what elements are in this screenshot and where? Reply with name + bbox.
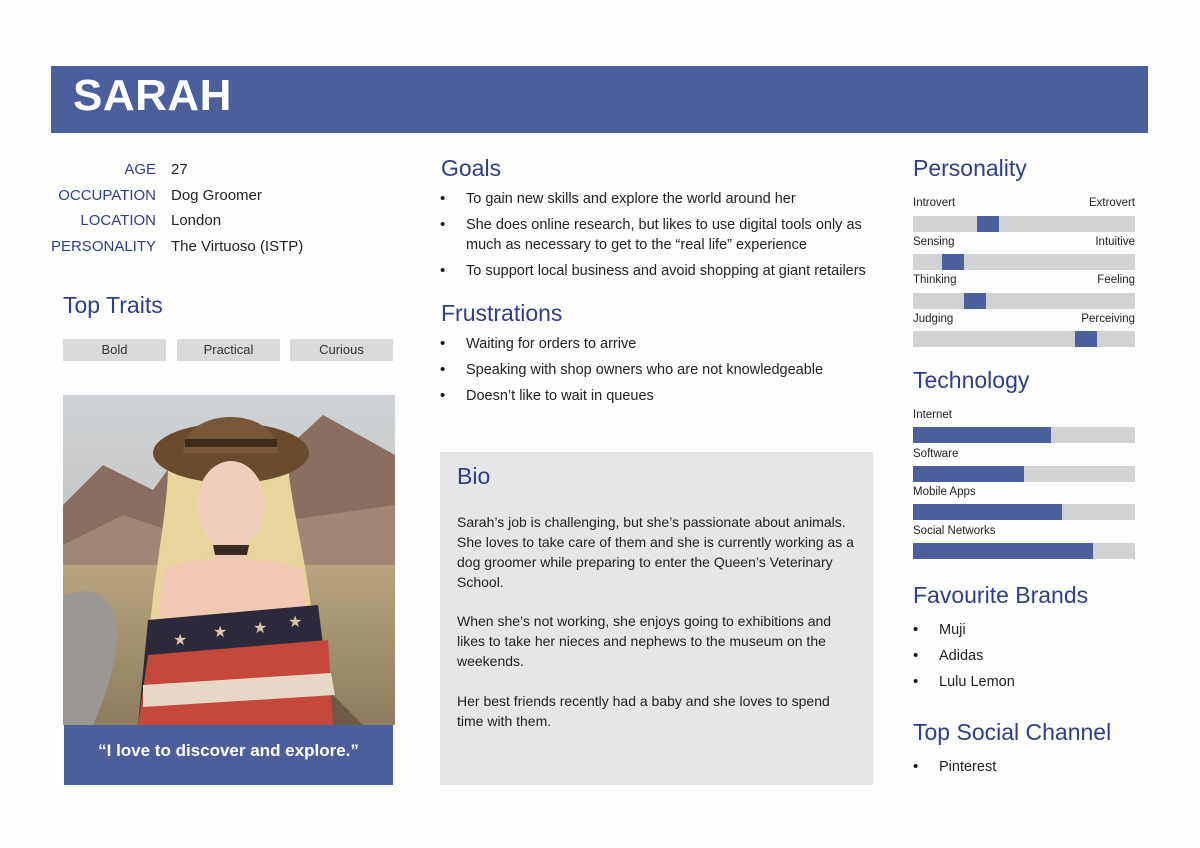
info-value: 27 — [171, 161, 188, 178]
frustrations-list — [440, 334, 870, 406]
info-label: PERSONALITY — [50, 238, 156, 255]
tech-label: Social Networks — [913, 525, 996, 537]
personality-scale-track — [913, 254, 1135, 270]
goals-title: Goals — [441, 155, 502, 181]
scale-right-label: Extrovert — [1088, 197, 1135, 209]
brand-item: • Adidas — [913, 646, 1143, 666]
persona-photo — [63, 395, 395, 725]
personality-scale-marker — [1075, 331, 1097, 347]
brands-list — [913, 620, 1143, 692]
goal-item: • To gain new skills and explore the world around her — [440, 189, 870, 209]
personality-scale-marker — [964, 293, 986, 309]
bio-paragraph: Sarah’s job is challenging, but she’s passionate about animals. She loves to take care of them and she is currently working as a dog groomer while preparing to enter the Queen’s Veterinary School. — [457, 514, 854, 590]
brand-item: • Muji — [913, 620, 1143, 640]
personality-title: Personality — [913, 155, 1027, 181]
frustration-item: • Speaking with shop owners who are not knowledgeable — [440, 360, 870, 380]
technology-title: Technology — [913, 367, 1030, 393]
info-row-age — [50, 159, 410, 181]
social-channel-list — [913, 757, 1143, 777]
info-value: Dog Groomer — [171, 187, 262, 204]
tech-bar-track — [913, 504, 1135, 520]
tech-bar-track — [913, 427, 1135, 443]
personality-scale-track — [913, 293, 1135, 309]
brand-item: • Lulu Lemon — [913, 672, 1143, 692]
tech-bar-fill — [913, 427, 1051, 443]
scale-left-label: Introvert — [913, 197, 956, 209]
scale-right-label: Perceiving — [1081, 313, 1135, 325]
favourite-brands-title: Favourite Brands — [913, 582, 1089, 608]
trait-tag: Bold — [63, 339, 166, 361]
info-value: The Virtuoso (ISTP) — [171, 238, 304, 255]
personality-scale-marker — [942, 254, 964, 270]
frustration-item: • Doesn’t like to wait in queues — [440, 386, 870, 406]
svg-text:★: ★ — [253, 620, 268, 637]
bio-paragraph: Her best friends recently had a baby and she loves to spend time with them. — [457, 693, 830, 729]
tech-bar-track — [913, 543, 1135, 559]
scale-right-label: Intuitive — [1095, 236, 1135, 248]
goal-item: • To support local business and avoid shopping at giant retailers — [440, 261, 870, 281]
top-traits-title: Top Traits — [63, 292, 163, 318]
bio-title: Bio — [457, 463, 491, 489]
scale-left-label: Judging — [913, 313, 954, 325]
info-label: LOCATION — [80, 212, 156, 229]
persona-name: SARAH — [73, 71, 232, 120]
info-label: OCCUPATION — [58, 187, 156, 204]
personality-scale-track — [913, 331, 1135, 347]
svg-text:★: ★ — [213, 624, 228, 641]
svg-text:★: ★ — [288, 614, 303, 631]
goal-item: • She does online research, but likes to use digital tools only as much as necessary to get to the “real life” experience — [440, 215, 870, 255]
top-social-channel-title: Top Social Channel — [913, 719, 1112, 745]
info-row-occupation — [50, 185, 410, 207]
trait-tag: Practical — [177, 339, 280, 361]
scale-right-label: Feeling — [1097, 274, 1135, 286]
persona-quote: “I love to discover and explore.” — [64, 725, 393, 785]
personality-scale-marker — [977, 216, 999, 232]
tech-label: Internet — [913, 409, 952, 421]
frustrations-title: Frustrations — [441, 300, 563, 326]
tech-bar-track — [913, 466, 1135, 482]
bio-paragraph: When she’s not working, she enjoys going to exhibitions and likes to take her nieces and nephews to the museum on the weekends. — [457, 613, 832, 669]
social-channel-item: • Pinterest — [913, 757, 1143, 777]
tech-bar-fill — [913, 543, 1093, 559]
scale-left-label: Thinking — [913, 274, 957, 286]
info-row-location — [50, 210, 410, 232]
tech-bar-fill — [913, 466, 1024, 482]
info-row-personality — [50, 236, 410, 258]
info-value: London — [171, 212, 222, 229]
personality-scale-track — [913, 216, 1135, 232]
persona-photo-illustration — [63, 395, 395, 725]
svg-text:★: ★ — [173, 632, 188, 649]
frustration-item: • Waiting for orders to arrive — [440, 334, 870, 354]
scale-left-label: Sensing — [913, 236, 955, 248]
info-label: AGE — [124, 161, 156, 178]
trait-tag: Curious — [290, 339, 393, 361]
goals-list — [440, 189, 870, 281]
tech-bar-fill — [913, 504, 1062, 520]
tech-label: Mobile Apps — [913, 486, 976, 498]
tech-label: Software — [913, 448, 959, 460]
